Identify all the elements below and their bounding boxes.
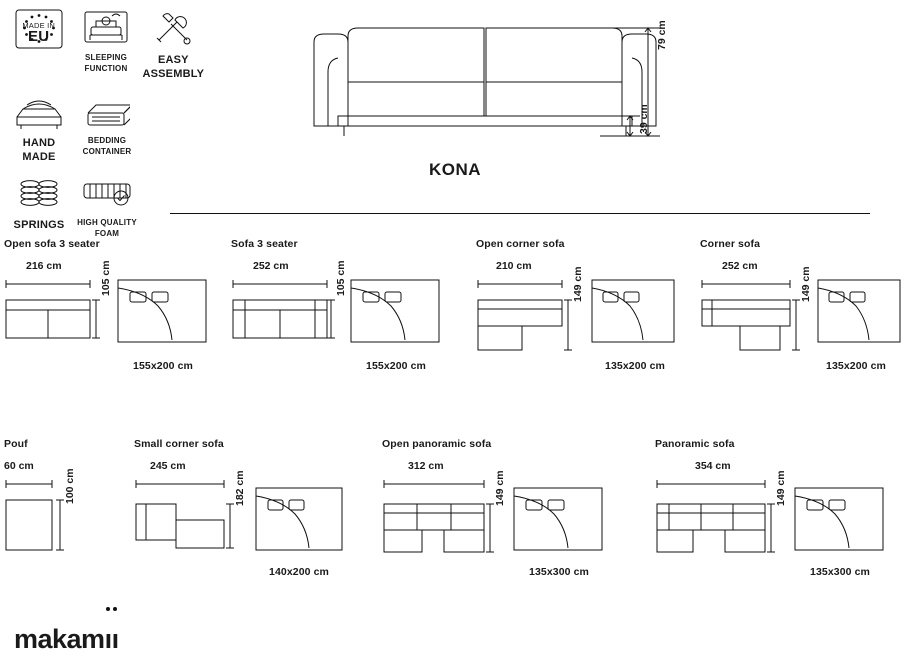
badge-springs (6, 171, 72, 231)
badge-sleeping-function-line1: SLEEPING (84, 53, 128, 62)
brand-logo-marks: ıı (105, 624, 119, 654)
variant-panoramic-sofa (655, 438, 905, 620)
badge-high-quality-foam (72, 171, 142, 239)
variant-width-label: 60 cm (4, 460, 34, 472)
badge-hand-made-line1: HAND (22, 136, 56, 149)
hero-sofa-illustration (300, 6, 670, 146)
variant-depth-label: 182 cm (234, 470, 246, 506)
hero-height-total-label: 79 cm (656, 20, 668, 50)
variant-name: Panoramic sofa (655, 438, 735, 450)
variant-name: Sofa 3 seater (231, 238, 298, 250)
badge-high-quality-foam-line2: FOAM (94, 229, 120, 239)
variant-depth-label: 105 cm (100, 260, 112, 296)
variant-corner-sofa (700, 238, 905, 410)
badge-bedding-container-line2: CONTAINER (82, 146, 132, 156)
variant-width-label: 216 cm (26, 260, 62, 272)
sleeping-function-icon (84, 6, 128, 52)
badge-row-3 (6, 171, 206, 239)
badge-easy-assembly (141, 6, 206, 81)
badge-sleeping-function-line2: FUNCTION (84, 63, 128, 73)
variant-name: Small corner sofa (134, 438, 224, 450)
badge-bedding-container-line1: BEDDING (87, 135, 127, 145)
variant-depth-label: 149 cm (494, 470, 506, 506)
variant-open-corner-sofa (476, 238, 692, 410)
variant-name: Open panoramic sofa (382, 438, 492, 450)
variant-bed-label: 155x200 cm (133, 360, 193, 372)
page-title: KONA (428, 160, 482, 179)
variant-bed-label: 155x200 cm (366, 360, 426, 372)
variant-depth-label: 149 cm (775, 470, 787, 506)
variant-sofa-3-seater (231, 238, 447, 410)
variant-open-sofa-3-seater (4, 238, 220, 410)
variant-name: Corner sofa (700, 238, 761, 250)
variant-width-label: 245 cm (150, 460, 186, 472)
variant-depth-label: 149 cm (800, 266, 812, 302)
bedding-container-icon (84, 89, 130, 135)
badge-high-quality-foam-line1: HIGH QUALITY (77, 218, 137, 228)
variant-width-label: 252 cm (253, 260, 289, 272)
variant-open-panoramic-sofa (382, 438, 612, 620)
badge-row-2 (6, 89, 206, 164)
variant-small-corner-sofa (134, 438, 354, 620)
variant-width-label: 312 cm (408, 460, 444, 472)
springs-icon (16, 171, 62, 217)
variant-depth-label: 105 cm (335, 260, 347, 296)
badge-hand-made (6, 89, 72, 164)
divider (170, 213, 870, 214)
badge-sleeping-function (71, 6, 140, 74)
hero-height-seat-label: 39 cm (638, 104, 650, 134)
brand-logo (14, 624, 119, 655)
variant-name: Pouf (4, 438, 28, 450)
variant-name: Open sofa 3 seater (4, 238, 100, 250)
foam-icon (81, 171, 133, 217)
variant-bed-label: 140x200 cm (269, 566, 329, 578)
variants-grid (0, 238, 905, 638)
badge-row-1 (6, 6, 206, 81)
badge-hand-made-line2: MADE (22, 150, 56, 163)
variants-row-2 (0, 438, 905, 638)
variant-bed-label: 135x200 cm (826, 360, 886, 372)
tools-icon (151, 6, 195, 52)
variant-bed-label: 135x200 cm (605, 360, 665, 372)
badge-made-in-eu-line1: MADE IN (22, 21, 55, 30)
variants-row-1 (0, 238, 905, 438)
variant-depth-label: 149 cm (572, 266, 584, 302)
badge-made-in-eu-line2: EU (28, 28, 50, 46)
badge-bedding-container (72, 89, 142, 157)
brand-logo-text: makam (14, 624, 105, 654)
variant-pouf (4, 438, 114, 610)
badge-easy-assembly-line1: EASY (157, 54, 189, 66)
badge-easy-assembly-line2: ASSEMBLY (142, 68, 205, 81)
variant-width-label: 210 cm (496, 260, 532, 272)
variant-depth-label: 100 cm (64, 468, 76, 504)
variant-width-label: 354 cm (695, 460, 731, 472)
variant-bed-label: 135x300 cm (529, 566, 589, 578)
variant-bed-label: 135x300 cm (810, 566, 870, 578)
badge-made-in-eu (6, 6, 71, 64)
badge-springs-line1: SPRINGS (13, 219, 65, 232)
hand-made-icon (13, 89, 65, 135)
variant-name: Open corner sofa (476, 238, 565, 250)
variant-width-label: 252 cm (722, 260, 758, 272)
feature-badges (6, 6, 206, 239)
